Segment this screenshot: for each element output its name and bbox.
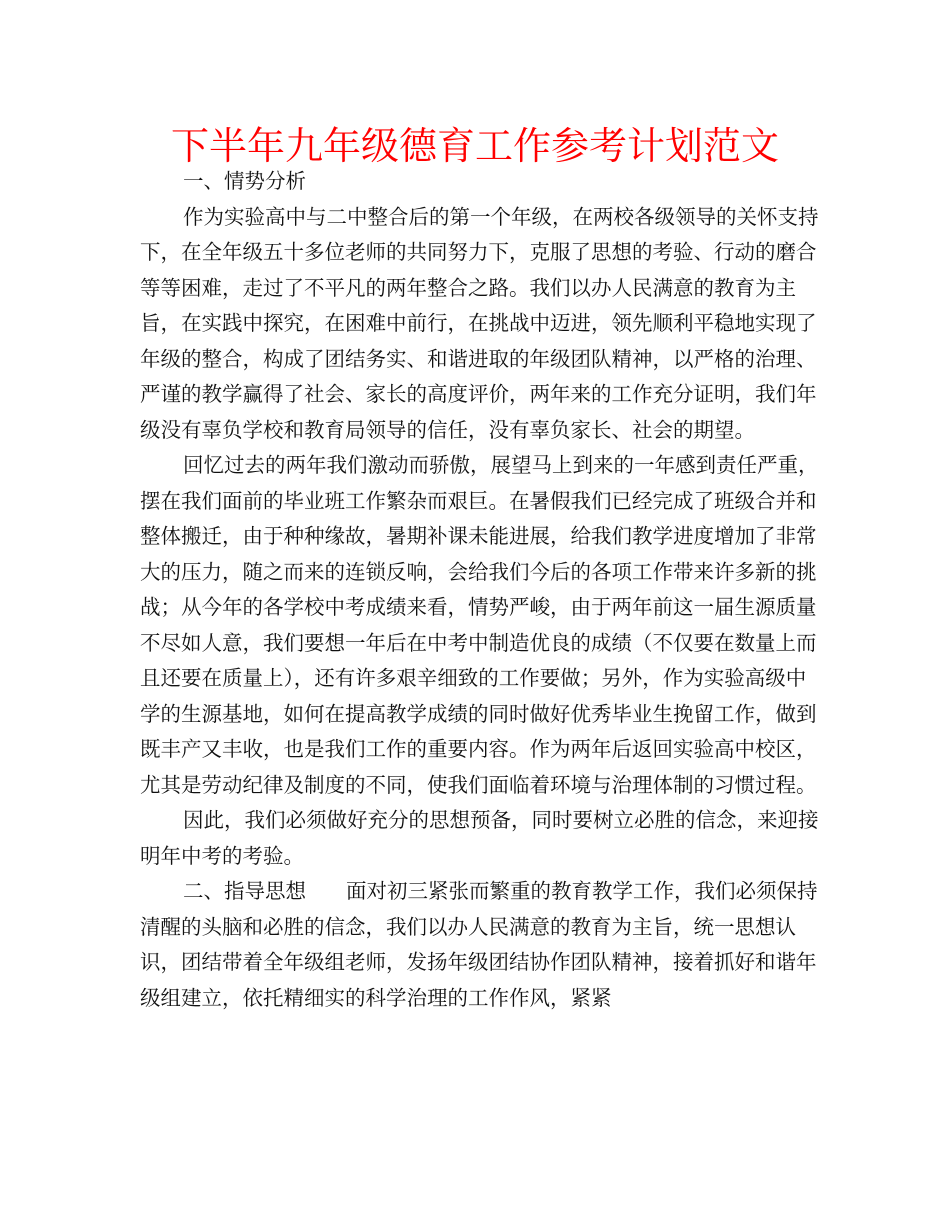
paragraph-situation-1: 作为实验高中与二中整合后的第一个年级，在两校各级领导的关怀支持下，在全年级五十多位老师的共同努力下，克服了思想的考验、行动的磨合等等困难，走过了不平凡的两年整合之路。我们以办人民满意的教育为主旨，在实践中探究，在困难中前行，在挑战中迈进，领先顺利平稳地实现了年级的整合，构成了团结务实、和谐进取的年级团队精神，以严格的治理、严谨的教学赢得了社会、家长的高度评价，两年来的工作充分证明，我们年级没有辜负学校和教育局领导的信任，没有辜负家长、社会的期望。 <box>140 204 819 442</box>
paragraph-guiding-thought <box>140 874 820 1016</box>
section-heading-situation: 一、情势分析 <box>183 169 307 193</box>
document-title: 下半年九年级德育工作参考计划范文 <box>170 124 779 168</box>
section-heading-guiding-thought: 二、指导思想 <box>183 879 307 903</box>
paragraph-situation-2: 回忆过去的两年我们激动而骄傲，展望马上到来的一年感到责任严重，摆在我们面前的毕业班工作繁杂而艰巨。在暑假我们已经完成了班级合并和整体搬迁，由于种种缘故，暑期补课未能进展，给我们教学进度增加了非常大的压力，随之而来的连锁反响，会给我们今后的各项工作带来许多新的挑战；从今年的各学校中考成绩来看，情势严峻，由于两年前这一届生源质量不尽如人意，我们要想一年后在中考中制造优良的成绩（不仅要在数量上而且还要在质量上），还有许多艰辛细致的工作要做；另外，作为实验高级中学的生源基地，如何在提高教学成绩的同时做好优秀毕业生挽留工作，做到既丰产又丰收，也是我们工作的重要内容。作为两年后返回实验高中校区，尤其是劳动纪律及制度的不同，使我们面临着环境与治理体制的习惯过程。 <box>140 453 819 797</box>
paragraph-situation-3: 因此，我们必须做好充分的思想预备，同时要树立必胜的信念，来迎接明年中考的考验。 <box>140 808 819 868</box>
document-body <box>140 164 820 1016</box>
paragraph-guiding-thought-text: 面对初三紧张而繁重的教育教学工作，我们必须保持清醒的头脑和必胜的信念，我们以办人民满意的教育为主旨，统一思想认识，团结带着全年级组老师，发扬年级团结协作团队精神，接着抓好和谐年级组建立，依托精细实的科学治理的工作作风，紧紧 <box>140 879 818 1010</box>
